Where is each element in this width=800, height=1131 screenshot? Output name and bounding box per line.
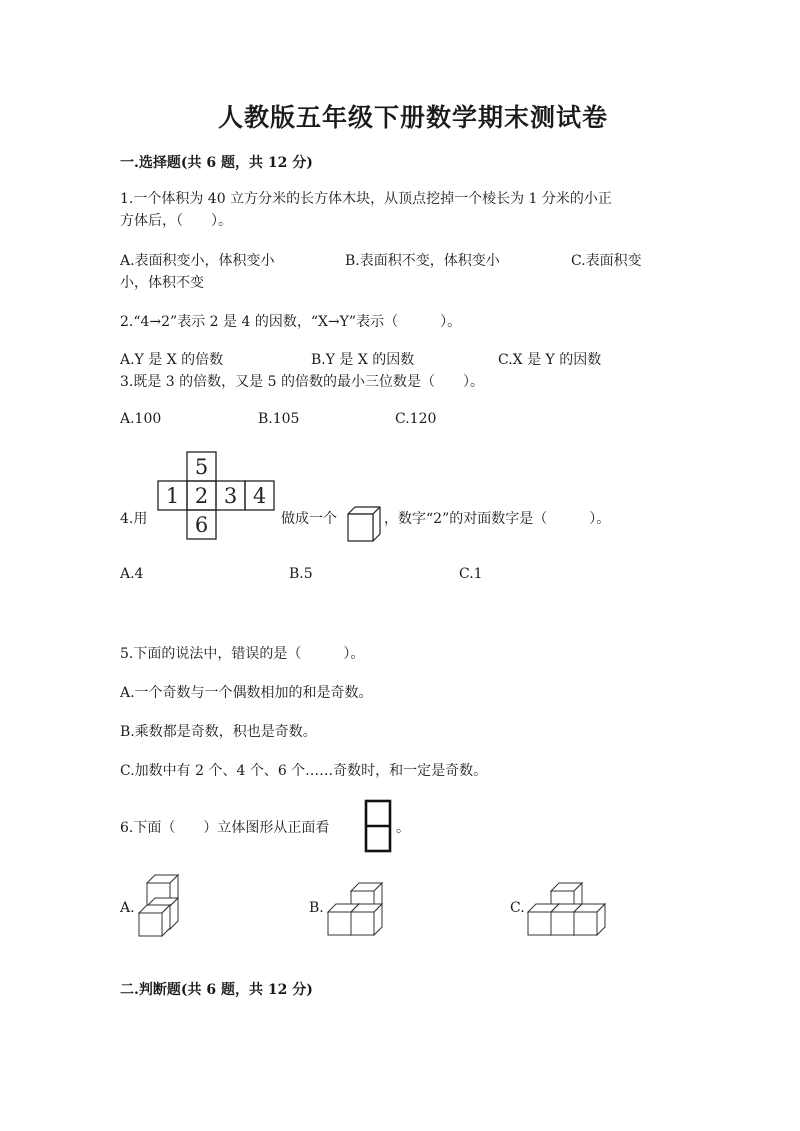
q1-option-c-continued: 小，体积不变 <box>120 275 204 291</box>
q6-option-c-figure <box>527 882 605 936</box>
net-number-top: 5 <box>194 455 209 479</box>
q6-option-a-figure <box>138 874 180 936</box>
net-number-1: 1 <box>165 484 180 508</box>
q1-stem-line1: 1.一个体积为 40 立方分米的长方体木块，从顶点挖掉一个棱长为 1 分米的小正 <box>120 191 612 207</box>
q6-option-b-figure <box>327 882 383 936</box>
q4-option-b: B.5 <box>289 566 313 582</box>
q6-stem-end: 。 <box>396 820 410 836</box>
q5-option-c: C.加数中有 2 个、4 个、6 个……奇数时，和一定是奇数。 <box>120 763 488 779</box>
net-number-2: 2 <box>194 484 209 508</box>
q6-stem: 6.下面（ ）立体图形从正面看 <box>120 820 330 836</box>
q4-middle-text: 做成一个 <box>281 511 337 527</box>
q3-option-b: B.105 <box>258 411 300 427</box>
net-number-4: 4 <box>252 484 267 508</box>
q5-option-b: B.乘数都是奇数，积也是奇数。 <box>120 724 317 740</box>
q3-option-c: C.120 <box>395 411 437 427</box>
q4-prefix: 4.用 <box>120 511 148 527</box>
q2-stem: 2.“4→2”表示 2 是 4 的因数，“X→Y”表示（ ）。 <box>120 314 462 330</box>
q1-option-b: B.表面积不变，体积变小 <box>345 253 500 269</box>
q1-option-a: A.表面积变小，体积变小 <box>120 253 275 269</box>
q5-option-a: A.一个奇数与一个偶数相加的和是奇数。 <box>120 685 373 701</box>
section-heading-judgement: 二.判断题(共 6 题，共 12 分) <box>120 982 313 998</box>
section-heading-choice: 一.选择题(共 6 题，共 12 分) <box>120 155 313 171</box>
q2-option-a: A.Y 是 X 的倍数 <box>120 352 224 368</box>
q6-option-c-label: C. <box>510 900 525 916</box>
q4-suffix: ，数字“2”的对面数字是（ ）。 <box>384 511 611 527</box>
q6-option-b-label: B. <box>309 900 324 916</box>
q2-option-b: B.Y 是 X 的因数 <box>311 352 415 368</box>
q4-option-a: A.4 <box>120 566 144 582</box>
q6-option-a-label: A. <box>120 900 135 916</box>
q3-option-a: A.100 <box>120 411 162 427</box>
q4-option-c: C.1 <box>459 566 483 582</box>
page-title: 人教版五年级下册数学期末测试卷 <box>218 103 609 132</box>
q5-stem: 5.下面的说法中，错误的是（ ）。 <box>120 646 365 662</box>
front-view-figure <box>364 799 392 853</box>
q3-stem: 3.既是 3 的倍数，又是 5 的倍数的最小三位数是（ ）。 <box>120 374 484 390</box>
q2-option-c: C.X 是 Y 的因数 <box>498 352 602 368</box>
q1-stem-line2: 方体后，（ ）。 <box>120 213 232 229</box>
q1-option-c: C.表面积变 <box>571 253 642 269</box>
cube-net-figure <box>157 450 275 542</box>
net-number-3: 3 <box>223 484 238 508</box>
cube-icon <box>346 505 382 543</box>
net-number-bottom: 6 <box>194 513 209 537</box>
